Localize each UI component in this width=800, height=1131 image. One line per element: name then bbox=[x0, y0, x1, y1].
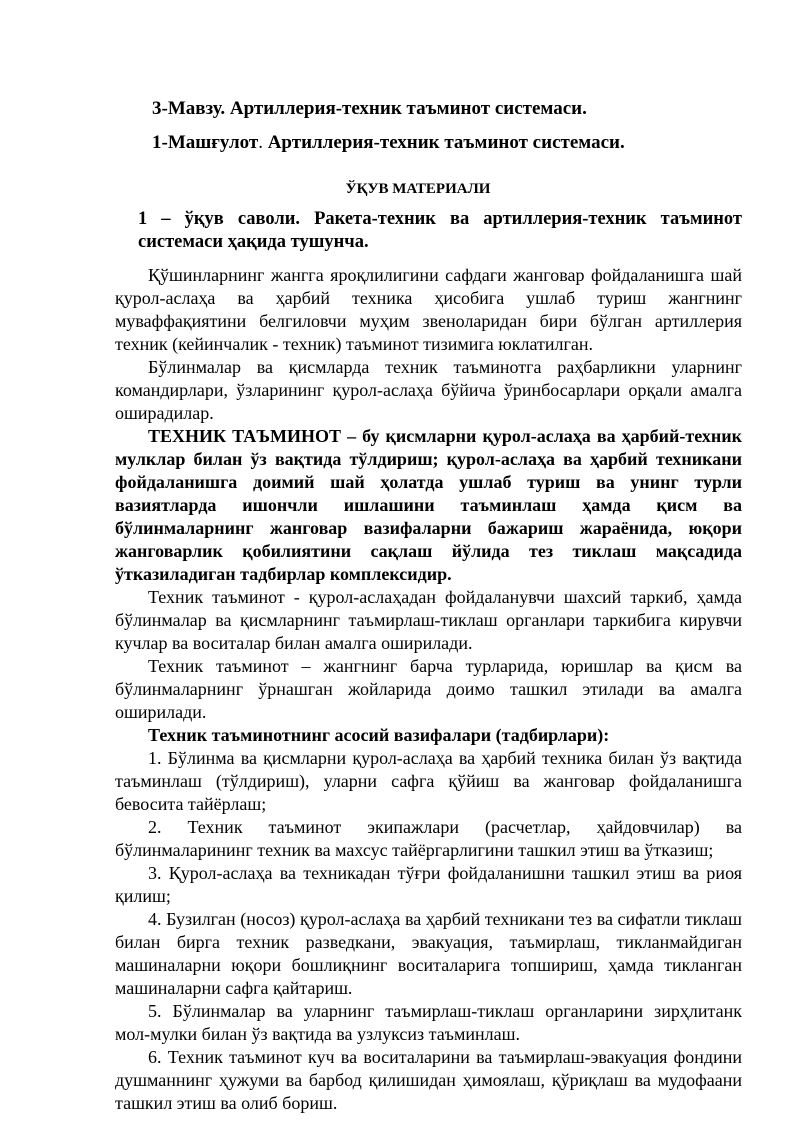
list-item-4: 4. Бузилган (носоз) қурол-аслаҳа ва ҳарбий техникани тез ва сифатли тиклаш билан бирга техник разведкани, эвакуация, таъмирлаш, тикланмайдиган машиналарни юқори бошлиқнинг воситаларига топшириш, ҳамда тикланган машиналарни сафга қайтариш. bbox=[115, 909, 742, 998]
question-heading: 1 – ўқув саволи. Ракета-техник ва артиллерия-техник таъминот системаси ҳақида тушунча. bbox=[138, 209, 742, 252]
paragraph-5: Техник таъминот – жангнинг барча турларида, юришлар ва қисм ва бўлинмаларнинг ўрнашган жойларида доимо ташкил этилади ва амалга оширилади. bbox=[115, 656, 742, 722]
tasks-heading: Техник таъминотнинг асосий вазифалари (тадбирлари): bbox=[148, 725, 610, 745]
lesson-title-prefix: 1-Машғулот bbox=[152, 132, 259, 153]
lesson-title-text: Артиллерия-техник таъминот системаси. bbox=[267, 132, 625, 153]
lesson-title-separator: . bbox=[258, 132, 268, 153]
list-item-6: 6. Техник таъминот куч ва воситаларини ва таъмирлаш-эвакуация фондини душманнинг ҳужуми ва барбод қилишидан ҳимоялаш, қўриқлаш ва мудофаани ташкил этиш ва олиб бориш. bbox=[115, 1047, 742, 1113]
lesson-title bbox=[152, 131, 625, 155]
list-item-5: 5. Бўлинмалар ва уларнинг таъмирлаш-тиклаш органларини зирҳлитанк мол-мулки билан ўз вақтида ва узлуксиз таъминлаш. bbox=[115, 1001, 742, 1044]
definition-paragraph: ТЕХНИК ТАЪМИНОТ – бу қисмларни қурол-аслаҳа ва ҳарбий-техник мулклар билан ўз вақтида тўлдириш; қурол-аслаҳа ва ҳарбий техникани фойдаланишга доимий шай ҳолатда ушлаб туриш ва унинг турли вазиятларда ишончли ишлашини таъминлаш ҳамда қисм ва бўлинмаларнинг жанговар вазифаларни бажариш жараёнида, юқори жанговарлик қобилиятини сақлаш йўлида тез тиклаш мақсадида ўтказиладиган тадбирлар комплексидир. bbox=[115, 426, 742, 584]
section-heading: ЎҚУВ МАТЕРИАЛИ bbox=[345, 181, 491, 197]
document-body bbox=[115, 208, 742, 1115]
paragraph-4: Техник таъминот - қурол-аслаҳадан фойдаланувчи шахсий таркиб, ҳамда бўлинмалар ва қисмларнинг таъмирлаш-тиклаш органлари таркибига кирувчи кучлар ва воситалар билан амалга оширилади. bbox=[115, 587, 742, 653]
paragraph-1: Қўшинларнинг жангга яроқлилигини сафдаги жанговар фойдаланишга шай қурол-аслаҳа ва ҳарбий техника ҳисобига ушлаб туриш жангнинг муваффақиятини белгиловчи муҳим звеноларидан бири бўлган артиллерия техник (кейинчалик - техник) таъминот тизимига юклатилган. bbox=[115, 265, 742, 354]
paragraph-2: Бўлинмалар ва қисмларда техник таъминотга раҳбарликни уларнинг командирлари, ўзларининг қурол-аслаҳа бўйича ўринбосарлари орқали амалга оширадилар. bbox=[115, 357, 742, 423]
list-item-2: 2. Техник таъминот экипажлари (расчетлар, ҳайдовчилар) ва бўлинмаларининг техник ва махсус тайёргарлигини ташкил этиш ва ўтказиш; bbox=[115, 817, 742, 860]
topic-title: 3-Мавзу. Артиллерия-техник таъминот системаси. bbox=[152, 98, 587, 119]
list-item-1: 1. Бўлинма ва қисмларни қурол-аслаҳа ва ҳарбий техника билан ўз вақтида таъминлаш (тўлдириш), уларни сафга қўйиш ва жанговар фойдаланишга бевосита тайёрлаш; bbox=[115, 748, 742, 814]
list-item-3: 3. Қурол-аслаҳа ва техникадан тўғри фойдаланишни ташкил этиш ва риоя қилиш; bbox=[115, 863, 742, 906]
